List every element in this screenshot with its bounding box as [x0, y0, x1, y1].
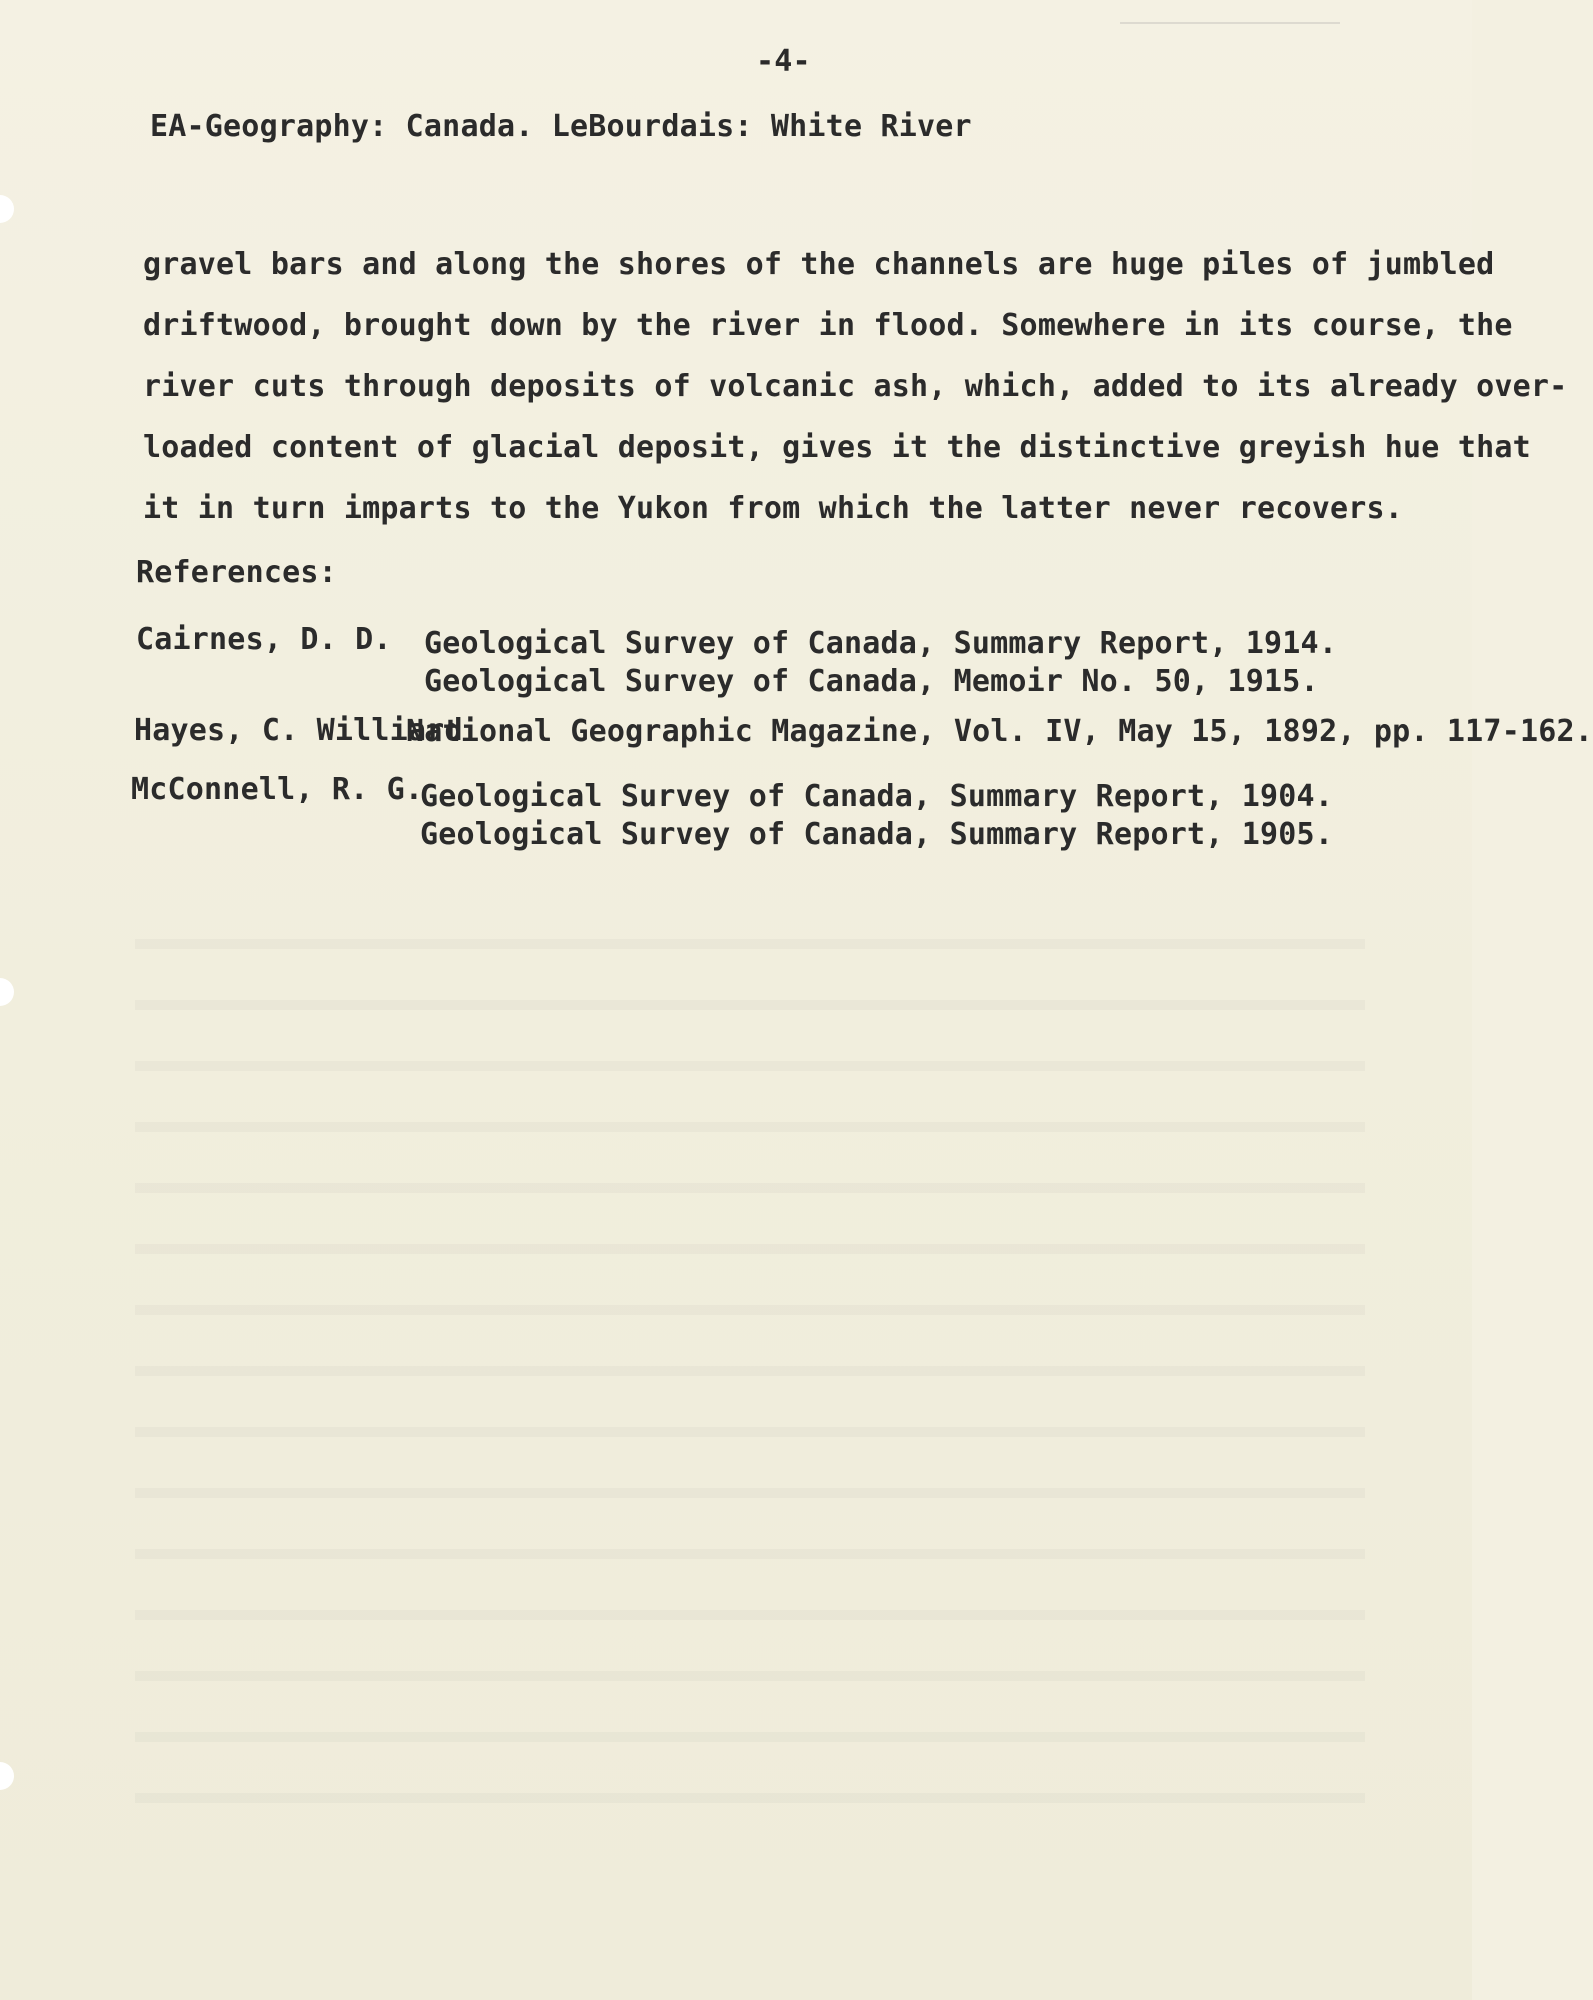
reference-work: Geological Survey of Canada, Memoir No. 50, 1915.	[424, 664, 1319, 699]
reference-works	[406, 713, 1593, 751]
body-line: it in turn imparts to the Yukon from which the latter never recovers.	[143, 491, 1404, 526]
reference-work: National Geographic Magazine, Vol. IV, May 15, 1892, pp. 117-162.	[406, 714, 1593, 749]
binder-hole	[0, 1762, 14, 1790]
bleed-through-mark	[1120, 22, 1340, 24]
reference-author: McConnell, R. G.	[131, 772, 424, 807]
body-line: gravel bars and along the shores of the channels are huge piles of jumbled	[143, 247, 1495, 282]
binder-hole	[0, 978, 14, 1006]
reference-works	[424, 625, 1337, 701]
page-header: EA-Geography: Canada. LeBourdais: White River	[150, 109, 972, 144]
reference-author: Hayes, C. Williard	[134, 713, 463, 748]
reference-work: Geological Survey of Canada, Summary Report, 1904.	[420, 779, 1334, 814]
reference-work: Geological Survey of Canada, Summary Report, 1914.	[424, 626, 1338, 661]
reference-work: Geological Survey of Canada, Summary Report, 1905.	[420, 817, 1334, 852]
reference-works	[420, 778, 1333, 854]
references-heading: References:	[136, 555, 337, 590]
body-line: loaded content of glacial deposit, gives it the distinctive greyish hue that	[143, 430, 1531, 465]
body-line: river cuts through deposits of volcanic ash, which, added to its already over-	[143, 369, 1568, 404]
body-paragraph	[143, 234, 1567, 539]
binder-hole	[0, 195, 14, 223]
page-number: -4-	[756, 44, 811, 79]
reference-author: Cairnes, D. D.	[136, 622, 392, 657]
bleed-through-text	[135, 905, 1365, 1825]
body-line: driftwood, brought down by the river in flood. Somewhere in its course, the	[143, 308, 1513, 343]
